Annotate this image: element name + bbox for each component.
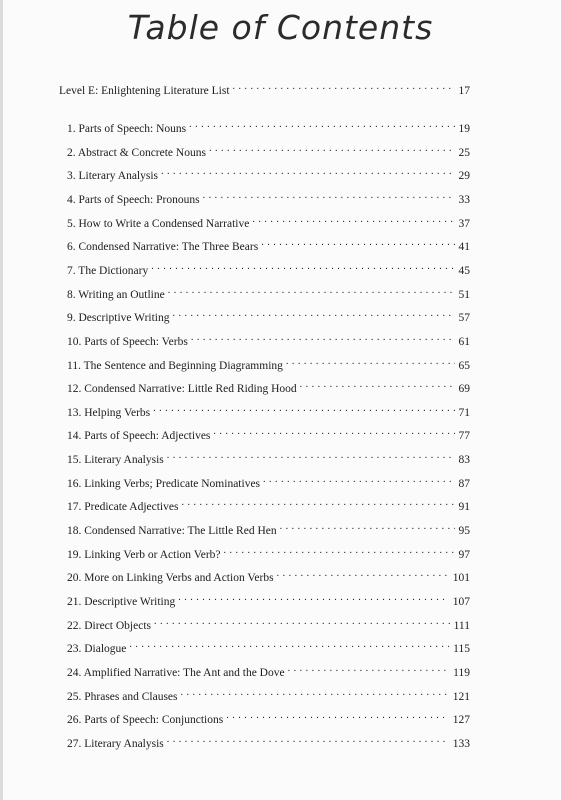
leader-dots <box>224 544 455 558</box>
leader-dots <box>288 662 450 676</box>
toc-entry <box>67 402 470 420</box>
leader-dots <box>167 733 449 747</box>
toc-entry-label: 12. Condensed Narrative: Little Red Riding Hood <box>67 382 300 396</box>
toc-entry-page: 69 <box>455 382 471 396</box>
toc-intro-row <box>59 80 470 98</box>
toc-entry-label: 15. Literary Analysis <box>67 453 167 467</box>
toc-entry <box>67 189 470 207</box>
leader-dots <box>151 260 454 274</box>
toc-entry-page: 91 <box>455 500 471 514</box>
toc-entry-label: 2. Abstract & Concrete Nouns <box>67 146 209 160</box>
toc-entry <box>67 213 470 231</box>
leader-dots <box>178 591 449 605</box>
leader-dots <box>233 80 455 94</box>
toc-entry-label: 9. Descriptive Writing <box>67 311 172 325</box>
toc-entry-page: 83 <box>455 453 471 467</box>
toc-entry <box>67 733 470 751</box>
toc-entry-label: 26. Parts of Speech: Conjunctions <box>67 713 226 727</box>
toc-entry-label: 5. How to Write a Condensed Narrative <box>67 217 252 231</box>
toc-entry <box>67 142 470 160</box>
toc-entry <box>67 449 470 467</box>
leader-dots <box>189 118 454 132</box>
leader-dots <box>172 307 454 321</box>
leader-dots <box>209 142 455 156</box>
leader-dots <box>280 520 455 534</box>
leader-dots <box>203 189 455 203</box>
toc-entry-label: 14. Parts of Speech: Adjectives <box>67 429 213 443</box>
toc-entry-page: 115 <box>449 642 470 656</box>
toc-entry <box>67 520 470 538</box>
toc-entry-label: 25. Phrases and Clauses <box>67 690 181 704</box>
toc-entry-label: 6. Condensed Narrative: The Three Bears <box>67 240 261 254</box>
leader-dots <box>191 331 455 345</box>
toc-entry-label: 23. Dialogue <box>67 642 129 656</box>
toc-entry <box>67 425 470 443</box>
toc-entry-label: 17. Predicate Adjectives <box>67 500 181 514</box>
toc-entry-page: 45 <box>455 264 471 278</box>
toc-entry-page: 61 <box>455 335 471 349</box>
toc-entry <box>67 686 470 704</box>
toc-entry-page: 95 <box>455 524 471 538</box>
toc-entry-label: 20. More on Linking Verbs and Action Verbs <box>67 571 277 585</box>
toc-intro-page: 17 <box>455 84 471 98</box>
toc-entry-label: 4. Parts of Speech: Pronouns <box>67 193 203 207</box>
toc-entry <box>67 615 470 633</box>
toc-entry-label: 18. Condensed Narrative: The Little Red Hen <box>67 524 280 538</box>
toc-entry-page: 57 <box>455 311 471 325</box>
leader-dots <box>226 709 449 723</box>
toc-entry-page: 119 <box>449 666 470 680</box>
toc-entry-page: 65 <box>455 359 471 373</box>
toc-entry <box>67 662 470 680</box>
toc-entry-label: 8. Writing an Outline <box>67 288 168 302</box>
toc-entry <box>67 307 470 325</box>
toc-entry-label: 27. Literary Analysis <box>67 737 167 751</box>
toc-entry-label: 10. Parts of Speech: Verbs <box>67 335 191 349</box>
leader-dots <box>252 213 454 227</box>
toc-entry-page: 77 <box>455 429 471 443</box>
toc-entry <box>67 331 470 349</box>
leader-dots <box>277 567 449 581</box>
toc-entry <box>67 638 470 656</box>
leader-dots <box>167 449 455 463</box>
toc-entry <box>67 709 470 727</box>
toc-entry-page: 101 <box>449 571 470 585</box>
toc-entry <box>67 544 470 562</box>
toc-entry <box>67 236 470 254</box>
leader-dots <box>168 284 455 298</box>
toc-entry-page: 107 <box>449 595 470 609</box>
toc-entry-page: 121 <box>449 690 470 704</box>
toc-entry-label: 7. The Dictionary <box>67 264 151 278</box>
toc-entry <box>67 284 470 302</box>
leader-dots <box>154 615 450 629</box>
toc-entry <box>67 591 470 609</box>
page-edge <box>0 0 3 800</box>
leader-dots <box>181 686 449 700</box>
toc-entry <box>67 118 470 136</box>
toc-entry-page: 19 <box>455 122 471 136</box>
toc-entry-page: 29 <box>455 169 471 183</box>
leader-dots <box>300 378 455 392</box>
toc-entry-page: 37 <box>455 217 471 231</box>
toc-entry-label: 19. Linking Verb or Action Verb? <box>67 548 224 562</box>
toc-entry <box>67 378 470 396</box>
toc-entry-label: 16. Linking Verbs; Predicate Nominatives <box>67 477 263 491</box>
leader-dots <box>263 473 454 487</box>
page-title: Table of Contents <box>127 8 434 47</box>
toc-entry-label: 1. Parts of Speech: Nouns <box>67 122 189 136</box>
leader-dots <box>261 236 454 250</box>
toc-entry <box>67 496 470 514</box>
toc-entry <box>67 355 470 373</box>
toc-entry-page: 33 <box>455 193 471 207</box>
toc-entry-label: 11. The Sentence and Beginning Diagramming <box>67 359 286 373</box>
toc-entry-label: 3. Literary Analysis <box>67 169 161 183</box>
leader-dots <box>153 402 454 416</box>
toc-entry <box>67 165 470 183</box>
toc-entry-page: 133 <box>449 737 470 751</box>
toc-entry-label: 24. Amplified Narrative: The Ant and the Dove <box>67 666 288 680</box>
toc-entry <box>67 260 470 278</box>
toc-intro-label: Level E: Enlightening Literature List <box>59 84 233 98</box>
toc-entry-page: 127 <box>449 713 470 727</box>
leader-dots <box>286 355 455 369</box>
leader-dots <box>129 638 449 652</box>
toc-entry <box>67 473 470 491</box>
toc-entry-page: 87 <box>455 477 471 491</box>
toc-entry <box>67 567 470 585</box>
toc-entry-page: 25 <box>455 146 471 160</box>
toc-entry-page: 97 <box>455 548 471 562</box>
toc-entry-label: 13. Helping Verbs <box>67 406 153 420</box>
toc-entry-label: 21. Descriptive Writing <box>67 595 178 609</box>
leader-dots <box>213 425 454 439</box>
toc-entry-page: 51 <box>455 288 471 302</box>
toc-entry-page: 111 <box>450 619 470 633</box>
toc-entry-page: 71 <box>455 406 471 420</box>
toc-entry-label: 22. Direct Objects <box>67 619 154 633</box>
leader-dots <box>161 165 454 179</box>
leader-dots <box>181 496 454 510</box>
toc-entry-page: 41 <box>455 240 471 254</box>
